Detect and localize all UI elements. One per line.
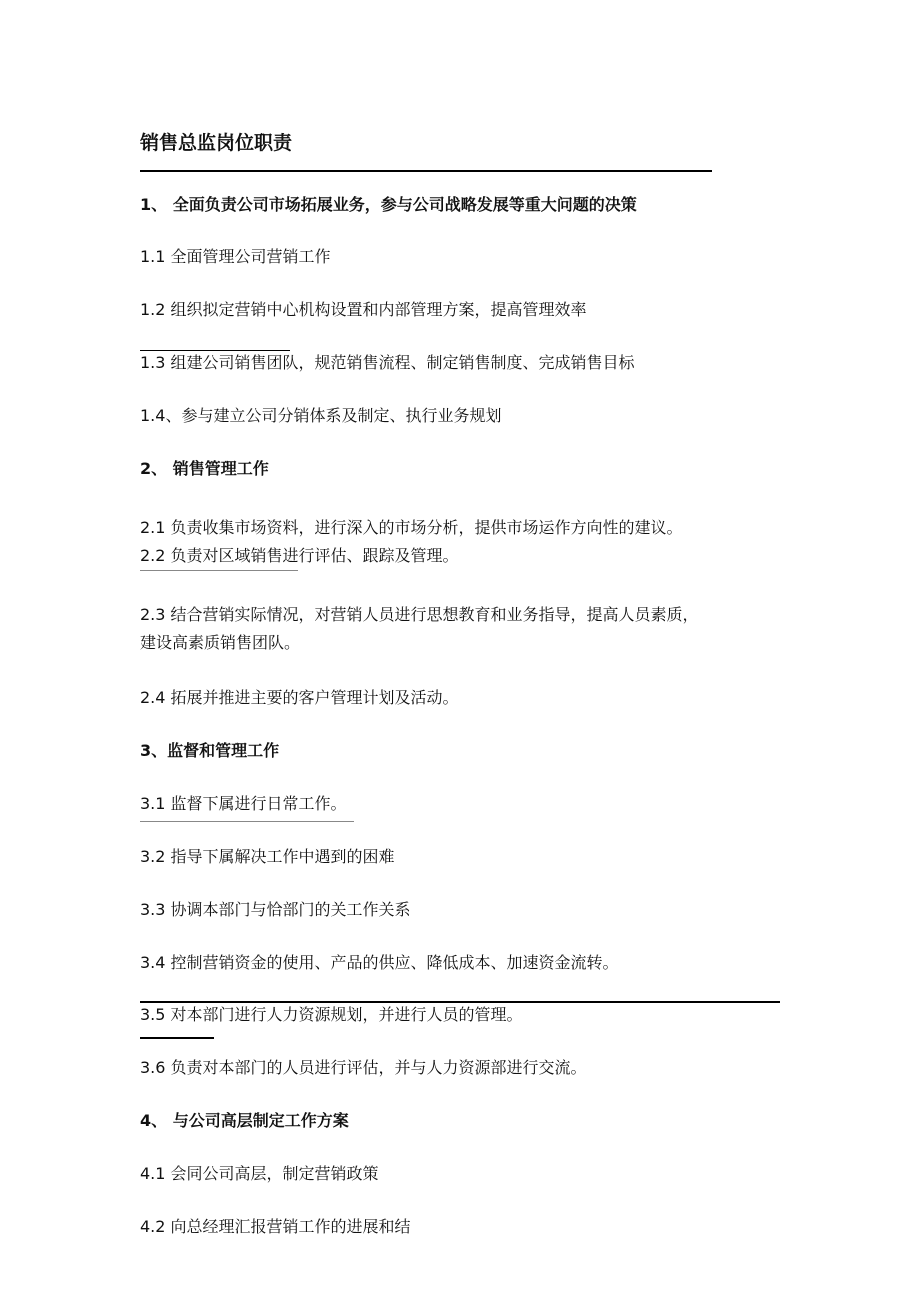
title-underline (140, 170, 712, 172)
item-3-3: 3.3 协调本部门与恰部门的关工作关系 (140, 900, 411, 919)
section-2-heading: 2、 销售管理工作 (140, 459, 269, 478)
item-3-5: 3.5 对本部门进行人力资源规划，并进行人员的管理。 (140, 1005, 523, 1024)
item-2-2: 2.2 负责对区域销售进行评估、跟踪及管理。 (140, 546, 459, 565)
item-2-1: 2.1 负责收集市场资料，进行深入的市场分析，提供市场运作方向性的建议。 (140, 518, 683, 537)
item-3-1: 3.1 监督下属进行日常工作。 (140, 794, 347, 813)
item-4-2: 4.2 向总经理汇报营销工作的进展和结 (140, 1217, 411, 1236)
item-3-2: 3.2 指导下属解决工作中遇到的困难 (140, 847, 395, 866)
item-1-3: 1.3 组建公司销售团队，规范销售流程、制定销售制度、完成销售目标 (140, 353, 635, 372)
divider-line (140, 1001, 780, 1003)
item-1-4: 1.4、参与建立公司分销体系及制定、执行业务规划 (140, 406, 502, 425)
divider-line (140, 350, 290, 351)
page-title: 销售总监岗位职责 (140, 132, 293, 154)
item-2-3-line-2: 建设高素质销售团队。 (140, 633, 301, 652)
item-2-4: 2.4 拓展并推进主要的客户管理计划及活动。 (140, 688, 459, 707)
item-1-1: 1.1 全面管理公司营销工作 (140, 247, 331, 266)
section-1-heading: 1、 全面负责公司市场拓展业务，参与公司战略发展等重大问题的决策 (140, 195, 637, 214)
item-3-6: 3.6 负责对本部门的人员进行评估，并与人力资源部进行交流。 (140, 1058, 587, 1077)
item-2-3-line-1: 2.3 结合营销实际情况，对营销人员进行思想教育和业务指导，提高人员素质， (140, 605, 699, 624)
divider-line (140, 1037, 214, 1039)
item-4-1: 4.1 会同公司高层，制定营销政策 (140, 1164, 379, 1183)
section-4-heading: 4、 与公司高层制定工作方案 (140, 1111, 349, 1130)
section-3-heading: 3、监督和管理工作 (140, 741, 280, 760)
item-3-4: 3.4 控制营销资金的使用、产品的供应、降低成本、加速资金流转。 (140, 953, 619, 972)
divider-line (140, 570, 298, 571)
divider-line (140, 821, 354, 822)
item-1-2: 1.2 组织拟定营销中心机构设置和内部管理方案，提高管理效率 (140, 300, 587, 319)
